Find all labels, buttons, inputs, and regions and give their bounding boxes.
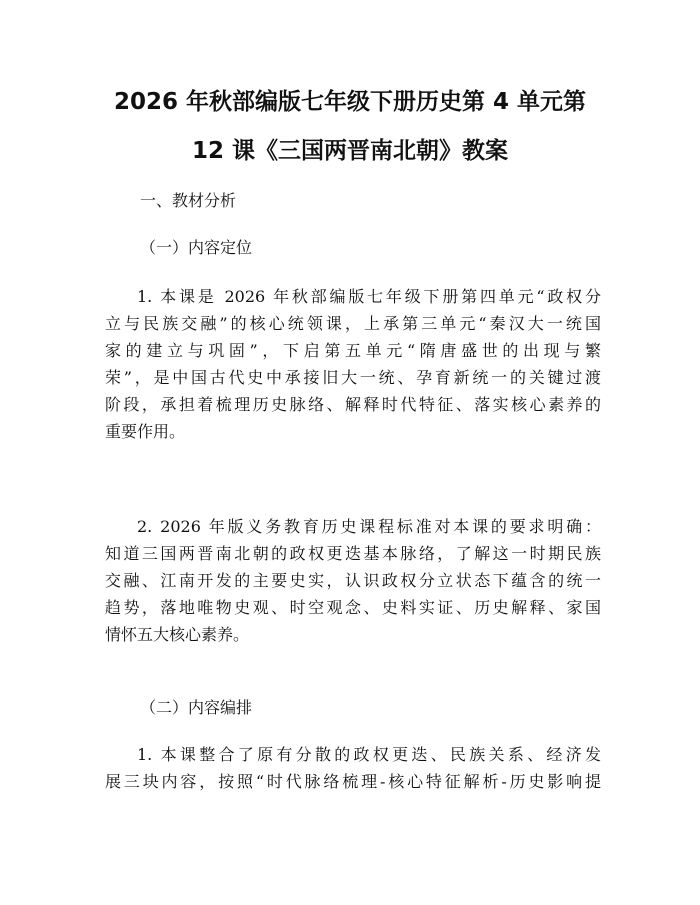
paragraph-1 [105,283,601,445]
paragraph-line: 展三块内容，按照“时代脉络梳理-核心特征解析-历史影响提 [105,772,601,791]
paragraph-line: 知道三国两晋南北朝的政权更迭基本脉络，了解这一时期民族 [105,544,601,563]
subsection-heading-content-positioning: （一）内容定位 [140,238,253,257]
paragraph-line: 家的建立与巩固”，下启第五单元“隋唐盛世的出现与繁 [105,341,601,360]
subsection-heading-content-arrangement: （二）内容编排 [140,698,253,717]
paragraph-line: 重要作用。 [105,422,186,441]
paragraph-line: 情怀五大核心素养。 [105,625,250,644]
paragraph-line: 阶段，承担着梳理历史脉络、解释时代特征、落实核心素养的 [105,395,601,414]
paragraph-line: 荣”，是中国古代史中承接旧大一统、孕育新统一的关键过渡 [105,368,601,387]
paragraph-3 [105,741,601,795]
paragraph-line: 立与民族交融”的核心统领课，上承第三单元“秦汉大一统国 [105,314,601,333]
paragraph-line: 趋势，落地唯物史观、时空观念、史料实证、历史解释、家国 [105,598,601,617]
section-heading-textbook-analysis: 一、教材分析 [140,191,237,210]
paragraph-line: 1. 本课整合了原有分散的政权更迭、民族关系、经济发 [137,745,601,764]
document-title-line-1: 2026 年秋部编版七年级下册历史第 4 单元第 [113,89,587,115]
document-title-line-2: 12 课《三国两晋南北朝》教案 [191,138,508,164]
paragraph-2 [105,513,601,648]
paragraph-line: 2. 2026 年版义务教育历史课程标准对本课的要求明确： [137,517,601,536]
paragraph-line: 1. 本课是 2026 年秋部编版七年级下册第四单元“政权分 [137,287,601,306]
paragraph-line: 交融、江南开发的主要史实，认识政权分立状态下蕴含的统一 [105,571,601,590]
